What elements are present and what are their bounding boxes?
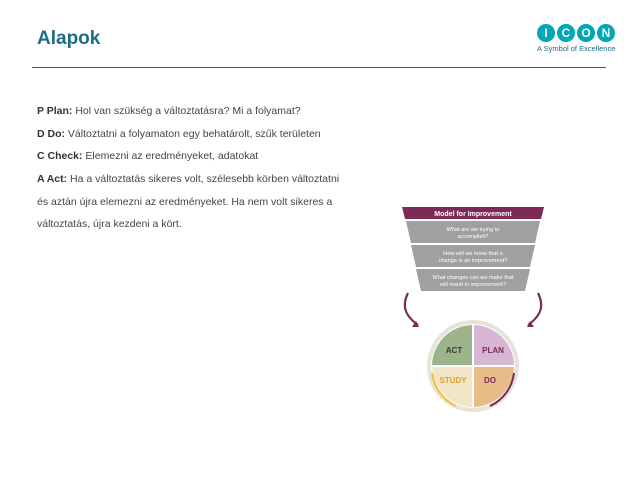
- logo-letter-i: I: [537, 24, 555, 42]
- logo-letter-c: C: [557, 24, 575, 42]
- body-text: [37, 100, 339, 236]
- question-1-line-1: What are we trying to: [446, 227, 500, 233]
- line-text: Elemezni az eredményeket, adatokat: [82, 150, 259, 163]
- line-lead: A Act:: [37, 173, 68, 186]
- body-line-do: [37, 123, 339, 146]
- right-arrow-icon: [528, 293, 541, 325]
- line-lead: C Check:: [37, 150, 83, 163]
- question-1-line-2: accomplish?: [457, 234, 489, 240]
- do-label: DO: [484, 376, 496, 385]
- body-line-act: [37, 168, 339, 191]
- diagram-header: Model for Improvement: [434, 211, 512, 218]
- question-2-line-2: change is an improvement?: [438, 258, 508, 264]
- line-text: változtatás, újra kezdeni a kört.: [37, 218, 182, 231]
- body-line-act-cont-2: [37, 213, 339, 236]
- study-label: STUDY: [439, 376, 467, 385]
- do-quadrant: [473, 366, 514, 407]
- logo-letter-o: O: [577, 24, 595, 42]
- body-line-check: [37, 145, 339, 168]
- question-2-line-1: How will we know that a: [443, 251, 503, 257]
- body-line-plan: [37, 100, 339, 123]
- plan-label: PLAN: [482, 346, 504, 355]
- line-text: Hol van szükség a változtatásra? Mi a folyamat?: [72, 105, 301, 117]
- act-label: ACT: [445, 346, 463, 355]
- logo-letters: [537, 24, 617, 42]
- title-divider: [32, 67, 606, 68]
- slide-title: Alapok: [37, 28, 101, 49]
- line-text: Változtatni a folyamaton egy behatárolt, szűk területen: [65, 127, 321, 140]
- left-arrow-icon: [405, 293, 418, 325]
- line-lead: P Plan:: [37, 105, 73, 117]
- line-text: és aztán újra elemezni az eredményeket. Ha nem volt sikeres a: [37, 195, 333, 208]
- line-lead: D Do:: [37, 127, 65, 140]
- body-line-act-cont-1: [37, 191, 339, 214]
- logo-letter-n: N: [597, 24, 615, 42]
- question-3-line-2: will result in improvement?: [440, 282, 506, 288]
- study-quadrant: [432, 366, 473, 407]
- logo-tagline: A Symbol of Excellence: [537, 44, 616, 53]
- model-for-improvement-diagram: [398, 203, 548, 413]
- question-3-line-1: What changes can we make that: [432, 275, 514, 281]
- icon-logo: [537, 24, 617, 60]
- line-text: Ha a változtatás sikeres volt, szélesebb körben változtatni: [67, 173, 340, 186]
